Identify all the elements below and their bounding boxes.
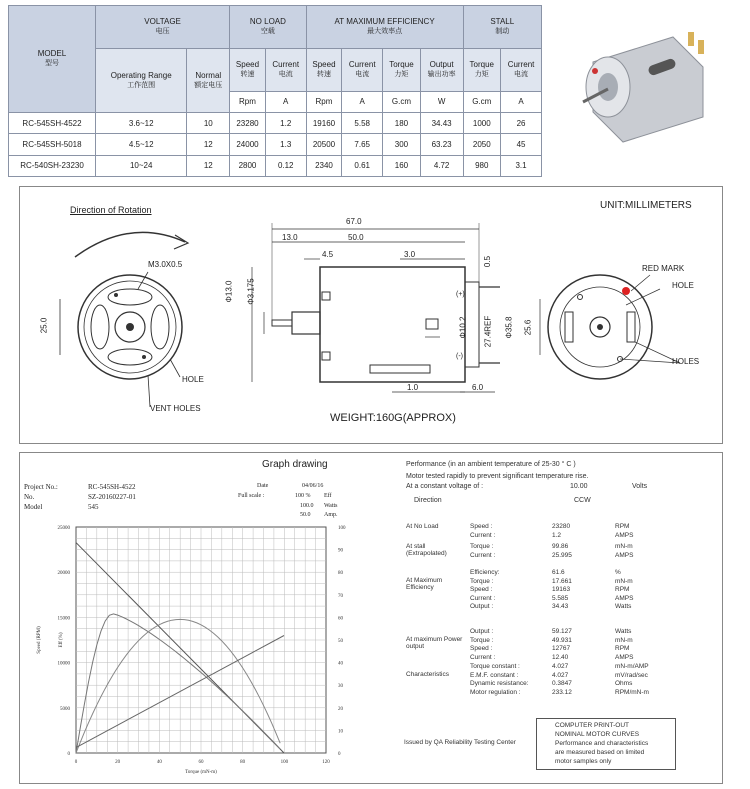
model-label: Model [24,503,43,511]
perf-row-label: Torque constant : [470,663,520,670]
unit-label: UNIT:MILLIMETERS [600,200,692,211]
x-tick-label: 80 [240,760,246,765]
y2-tick-label: 60 [338,616,343,622]
y-axis-label: Speed (RPM) [37,626,42,654]
cell: 0.61 [342,155,383,176]
perf-row-value: 1.2 [552,531,562,539]
torque-header: Torque 力矩 [463,48,501,91]
unit-cell: A [501,91,542,112]
perf-row-unit: % [615,569,621,576]
y-tick-label: 20000 [57,571,70,577]
minus-terminal: (-) [456,353,463,360]
perf-row-label: Current : [470,531,496,539]
fs2-value: 100.0 [300,503,314,509]
dim-35-8: Φ35.8 [504,316,514,339]
note-line-1: COMPUTER PRINT-OUT [555,722,630,729]
dimension-drawing [19,186,723,444]
direction-value: CCW [574,497,591,504]
perf-row-label: Torque : [470,543,494,550]
perf-row-label: Dynamic resistance: [470,680,529,687]
dim-13-0: Φ13.0 [224,280,234,303]
cell: 23280 [230,112,266,133]
perf-row-unit: RPM [615,645,630,652]
dim-50: 50.0 [348,233,364,242]
unit-cell: A [265,91,306,112]
perf-row-value: 233.12 [552,688,572,696]
y2-tick-label: 0 [338,752,341,757]
x-tick-label: 60 [198,760,204,765]
note-line-3: Performance and characteristics [555,740,649,747]
perf-row-label: Speed : [470,645,493,652]
project-label: Project No.: [24,483,58,491]
perf-row-unit: AMPS [615,551,634,559]
y2-tick-label: 90 [338,548,343,554]
cell: RC-545SH-5018 [9,134,96,155]
cell: 1000 [463,112,501,133]
perf-row-label: Current : [470,594,496,602]
dim-25-0: 25.0 [39,317,49,334]
voltage-value: 10.00 [570,483,588,490]
cell: 34.43 [420,112,463,133]
x-tick-label: 0 [74,760,78,765]
weight-label: WEIGHT:160G(APPROX) [330,412,456,424]
perf-row-value: 12767 [552,645,571,652]
perf-row-label: Output : [470,603,494,610]
current-header: Current 电流 [342,48,383,91]
table-row [9,112,542,133]
cell: 45 [501,134,542,155]
hole-right-label: HOLE [672,281,694,290]
unit-cell: W [420,91,463,112]
y-tick-label: 10000 [57,661,70,667]
perf-row-value: 49.931 [552,636,572,644]
perf-row-unit: Watts [615,603,632,610]
const-voltage-label: At a constant voltage of : [406,483,484,490]
drawing-svg [20,187,722,443]
cell: 4.72 [420,155,463,176]
perf-row-unit: mV/rad/sec [615,671,648,679]
perf-row-unit: RPM/mN-m [615,688,649,696]
y2-tick-label: 100 [338,526,346,531]
perf-row-value: 59.127 [552,628,572,635]
note-line-2: NOMINAL MOTOR CURVES [555,731,640,738]
no-load-header: NO LOAD 空载 [230,6,306,49]
cell: 20500 [306,134,342,155]
cell: 26 [501,112,542,133]
cell: 160 [383,155,421,176]
stall-header: STALL 制动 [463,6,542,49]
dim-10-2: Φ10.2 [458,316,468,339]
perf-group-name: At stall (Extrapolated) [406,543,447,557]
note-box [536,718,676,770]
current-header: Current 电流 [265,48,306,91]
perf-group-name: At Maximum Efficiency [406,577,443,591]
perf-row-value: 25.995 [552,551,572,559]
vent-holes-label: VENT HOLES [150,404,201,413]
perf-row-unit: Watts [615,628,632,635]
table-row [9,155,542,176]
y2-tick-label: 30 [338,684,343,690]
perf-row-unit: mN-m [615,543,633,550]
x-tick-label: 40 [156,760,162,765]
graph-panel [19,452,723,784]
perf-row-unit: AMPS [615,653,634,661]
perf-row-unit: AMPS [615,594,634,602]
perf-row-unit: RPM [615,586,630,593]
perf-row-unit: Ohms [615,680,633,687]
cell: 4.5~12 [96,134,187,155]
cell: 5.58 [342,112,383,133]
dim-4-5: 4.5 [322,250,334,259]
holes-label: HOLES [672,357,700,366]
cell: 1.2 [265,112,306,133]
voltage-header: VOLTAGE 电压 [96,6,230,49]
max-eff-header: AT MAXIMUM EFFICIENCY 最大效率点 [306,6,463,49]
y2-tick-label: 10 [338,729,343,735]
unit-cell: Rpm [306,91,342,112]
date-value: 04/06/16 [302,483,324,489]
cell: 7.65 [342,134,383,155]
perf-row-value: 4.027 [552,671,569,679]
unit-cell: A [342,91,383,112]
cell: 12 [187,155,230,176]
perf-row-label: Speed : [470,523,493,530]
project-value: RC-545SH-4522 [88,483,136,491]
speed-header: Speed 转速 [230,48,266,91]
perf-header-2: Motor tested rapidly to prevent significant temperature rise. [406,473,589,480]
model-value: 545 [88,503,99,511]
cell: 24000 [230,134,266,155]
unit-cell: G.cm [463,91,501,112]
operating-range-header: Operating Range 工作范围 [96,48,187,112]
cell: 2050 [463,134,501,155]
dim-3-0: 3.0 [404,250,416,259]
cell: 0.12 [265,155,306,176]
perf-row-unit: mN-m [615,577,633,585]
dim-1-0: 1.0 [407,383,419,392]
no-label: No. [24,493,35,501]
y-tick-label: 15000 [57,616,70,622]
x-tick-label: 120 [322,760,330,765]
perf-row-value: 0.3847 [552,680,572,687]
date-label: Date [257,483,269,489]
y-tick-label: 5000 [60,706,70,712]
x-tick-label: 20 [115,760,121,765]
cell: 3.6~12 [96,112,187,133]
perf-row-unit: mN-m/AMP [615,663,649,670]
perf-row-value: 34.43 [552,603,569,610]
perf-row-label: Current : [470,653,496,661]
unit-cell: Rpm [230,91,266,112]
speed-header: Speed 转速 [306,48,342,91]
y2-tick-label: 20 [338,706,343,712]
torque-header: Torque 力矩 [383,48,421,91]
graph-title: Graph drawing [262,459,328,470]
perf-row-label: Current : [470,551,496,559]
dim-0-5: 0.5 [483,255,493,268]
perf-row-label: Motor regulation : [470,688,521,696]
cell: 63.23 [420,134,463,155]
normal-header: Normal 额定电压 [187,48,230,112]
unit-cell: G.cm [383,91,421,112]
note-line-4: are measured based on limited [555,749,645,756]
motor-photo [553,7,743,172]
cell: 19160 [306,112,342,133]
cell: 300 [383,134,421,155]
cell: 12 [187,134,230,155]
cell: 10 [187,112,230,133]
cell: 3.1 [501,155,542,176]
model-header: MODEL 型号 [9,6,96,113]
perf-row-label: Efficiency: [470,569,500,576]
y2-tick-label: 80 [338,571,343,577]
direction-label: Direction of Rotation [70,205,152,215]
perf-group-name: Characteristics [406,671,449,678]
perf-row-value: 99.86 [552,543,569,550]
perf-row-label: Torque : [470,636,494,644]
output-header: Output 输出功率 [420,48,463,91]
cell: 1.3 [265,134,306,155]
perf-row-label: Output : [470,628,494,635]
screw-label: M3.0X0.5 [148,260,183,269]
perf-row-value: 19163 [552,586,571,593]
fs1-unit: Eff [324,493,332,499]
dim-6-0: 6.0 [472,383,484,392]
x-axis-label: Torque (mN-m) [185,770,217,775]
x-tick-label: 100 [280,760,289,765]
spec-table [8,5,542,177]
y2-tick-label: 70 [338,593,343,599]
no-value: SZ-20160227-01 [88,493,136,501]
cell: RC-545SH-4522 [9,112,96,133]
eff-axis-label: Eff (%) [59,632,64,648]
perf-row-value: 61.6 [552,569,565,576]
table-row [9,134,542,155]
perf-row-label: E.M.F. constant : [470,671,519,679]
cell: 2340 [306,155,342,176]
perf-row-value: 4.027 [552,663,569,670]
hole-label: HOLE [182,375,204,384]
dim-67: 67.0 [346,217,362,226]
perf-row-unit: mN-m [615,636,633,644]
cell: RC-540SH-23230 [9,155,96,176]
fullscale-label: Full scale : [238,493,265,499]
perf-row-unit: RPM [615,523,630,530]
y2-tick-label: 40 [338,661,343,667]
direction-label: Direction [414,497,442,504]
plus-terminal: (+) [456,291,465,298]
perf-row-value: 12.40 [552,653,569,661]
dim-27-4: 27.4REF [483,315,493,348]
performance-chart [20,521,360,779]
dim-13: 13.0 [282,233,298,242]
perf-header-1: Performance (in an ambient temperature of 25-30 ° C ) [406,461,576,468]
dim-3-175: Φ3.175 [246,278,256,305]
red-mark-label: RED MARK [642,264,685,273]
y-tick-label: 25000 [57,526,70,531]
perf-row-value: 5.585 [552,594,569,602]
current-header: Current 电流 [501,48,542,91]
perf-row-label: Torque : [470,577,494,585]
dim-25-6: 25.6 [523,319,533,336]
perf-row-label: Speed : [470,586,493,593]
note-line-5: motor samples only [555,758,612,765]
voltage-unit: Volts [632,483,648,490]
perf-group-name: At maximum Power output [406,636,463,650]
cell: 980 [463,155,501,176]
cell: 10~24 [96,155,187,176]
perf-row-value: 23280 [552,523,571,530]
perf-group-name: At No Load [406,523,439,530]
fs3-unit: Amp. [324,512,338,518]
perf-row-unit: AMPS [615,531,634,539]
fs1-value: 100 % [295,493,311,499]
fs3-value: 50.0 [300,512,311,518]
cell: 2800 [230,155,266,176]
y-tick-label: 0 [67,752,70,757]
cell: 180 [383,112,421,133]
y2-tick-label: 50 [338,639,343,644]
issued-label: Issued by QA Reliability Testing Center [404,739,516,746]
fs2-unit: Watts [324,503,338,509]
perf-row-value: 17.661 [552,577,572,585]
